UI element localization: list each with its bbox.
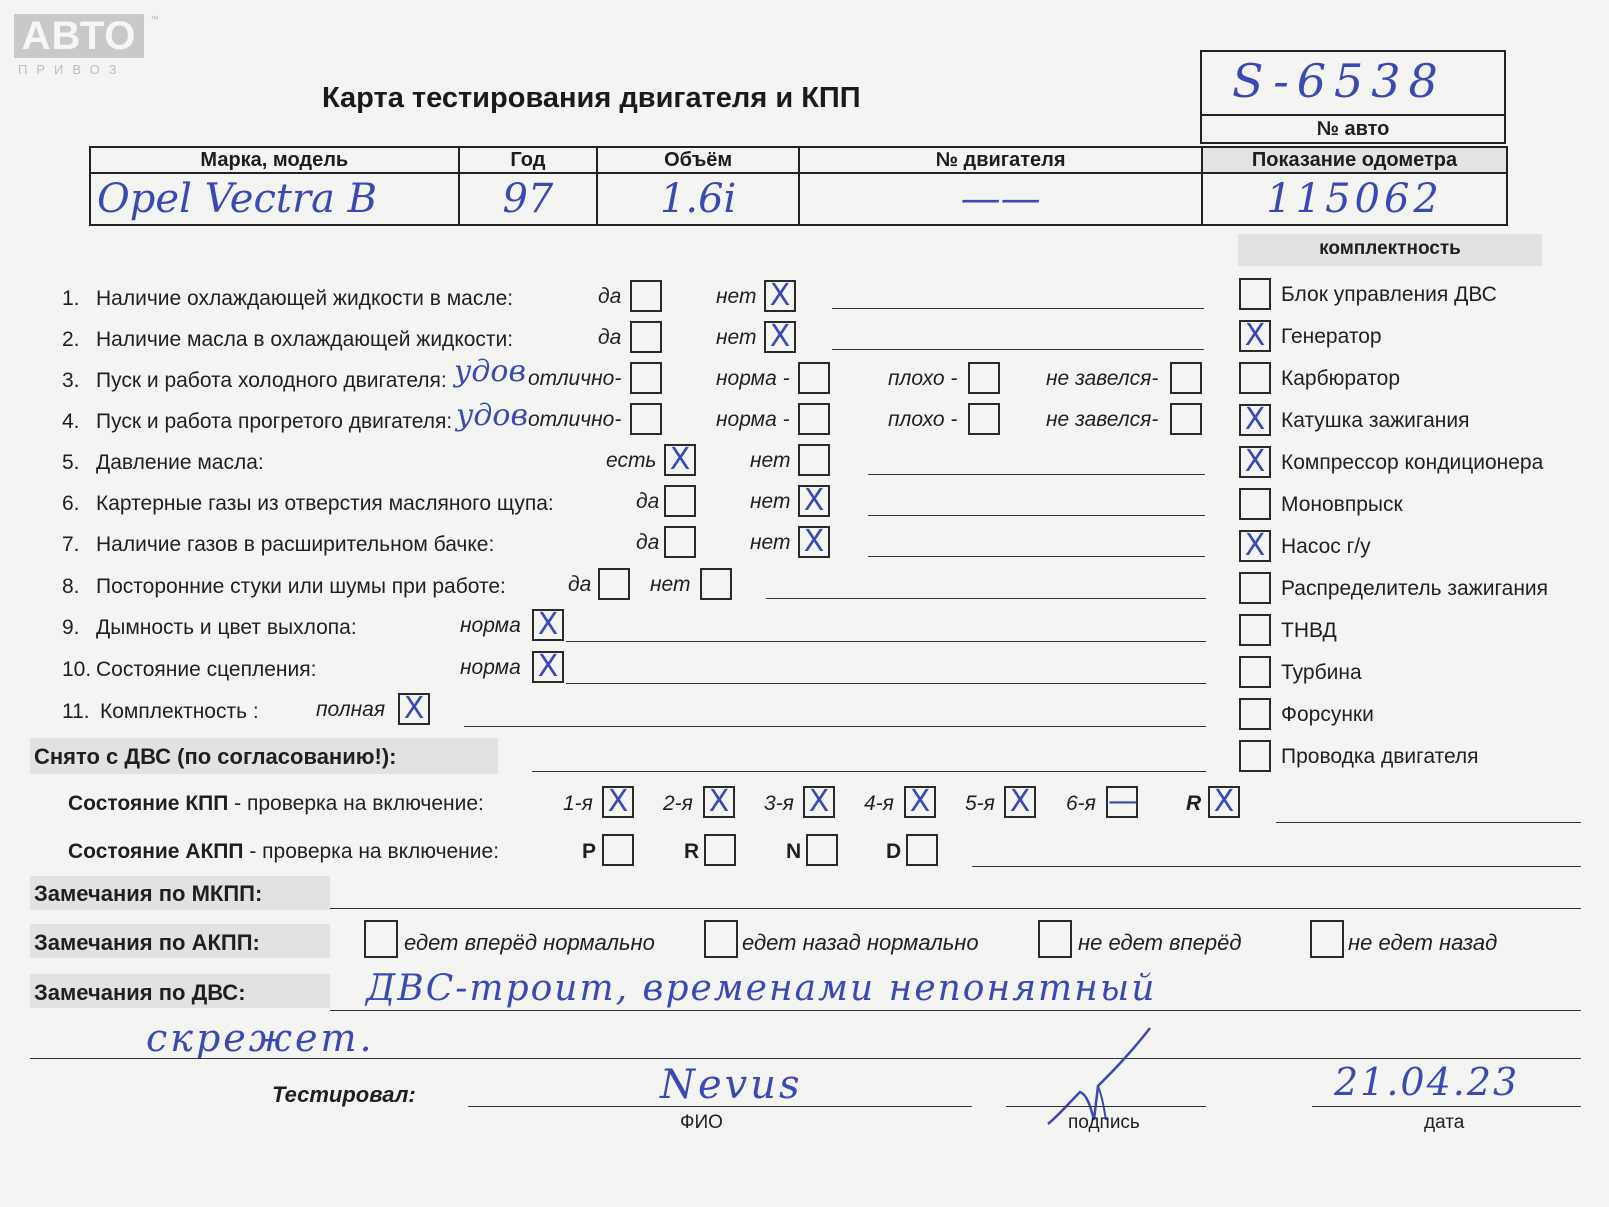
removed-label: Снято с ДВС (по согласованию!): (34, 744, 397, 769)
item-1-no-checkbox[interactable] (764, 280, 796, 312)
auto-number-value: S-6538 (1232, 54, 1446, 108)
kit-label-ps-pump: Насос г/у (1281, 535, 1371, 558)
kpp-label: Состояние КПП - проверка на включение: (68, 792, 484, 815)
item-10-number: 10. (62, 658, 92, 681)
kpp-gear-4-checkbox[interactable] (904, 786, 936, 818)
fio-label: ФИО (680, 1112, 723, 1133)
kit-title: комплектность (1319, 238, 1461, 259)
kpp-gear-6-label: 6-я (1066, 792, 1096, 815)
item-4-number: 4. (62, 410, 80, 433)
item-5-no-checkbox[interactable] (798, 444, 830, 476)
akpp-no-reverse-label: не едет назад (1348, 930, 1498, 955)
akpp-no-reverse-checkbox[interactable] (1310, 920, 1344, 958)
item-2-yes-label: да (598, 326, 622, 349)
item-2-no-checkbox[interactable] (764, 321, 796, 353)
item-8-yes-checkbox[interactable] (598, 568, 630, 600)
item-10-label: Состояние сцепления: (96, 658, 317, 681)
item-6-yes-label: да (636, 490, 660, 513)
check-mark: X (1213, 784, 1235, 819)
logo-tm: ™ (150, 14, 159, 24)
item-11-full-checkbox[interactable] (398, 693, 430, 725)
kit-label-carburetor: Карбюратор (1281, 367, 1401, 390)
item-3-no-start-checkbox[interactable] (1170, 362, 1202, 394)
value-make-model: Opel Vectra B (90, 173, 459, 225)
kit-label-engine-wiring: Проводка двигателя (1281, 745, 1479, 768)
item-1-note-line (832, 308, 1204, 309)
item-5-number: 5. (62, 451, 80, 474)
item-7-no-label: нет (750, 531, 791, 554)
kpp-gear-2-label: 2-я (663, 792, 693, 815)
check-mark: X (537, 649, 559, 684)
fio-line (468, 1106, 972, 1107)
akpp-mode-n-label: N (786, 840, 802, 863)
item-2-note-line (832, 349, 1204, 350)
check-mark: X (607, 784, 629, 819)
item-6-number: 6. (62, 492, 80, 515)
signature-line (1006, 1106, 1206, 1107)
item-3-excellent-checkbox[interactable] (630, 362, 662, 394)
kpp-gear-3-label: 3-я (764, 792, 794, 815)
check-mark: X (1244, 444, 1266, 479)
item-3-opt-normal: норма - (716, 367, 790, 390)
item-4-no-start-checkbox[interactable] (1170, 403, 1202, 435)
kit-checkbox-ecu[interactable] (1239, 278, 1271, 310)
value-volume: 1.6i (597, 173, 799, 225)
kit-checkbox-mono-injection[interactable] (1239, 488, 1271, 520)
tester-name: Nevus (660, 1062, 803, 1108)
check-mark: X (769, 278, 791, 313)
item-8-label: Посторонние стуки или шумы при работе: (96, 575, 506, 598)
item-4-opt-normal: норма - (716, 408, 790, 431)
item-9-label: Дымность и цвет выхлопа: (96, 616, 357, 639)
item-8-no-checkbox[interactable] (700, 568, 732, 600)
akpp-reverse-ok-checkbox[interactable] (704, 920, 738, 958)
kit-label-generator: Генератор (1281, 325, 1382, 348)
kit-label-ecu: Блок управления ДВС (1281, 283, 1497, 306)
kpp-gear-1-checkbox[interactable] (602, 786, 634, 818)
date-label: дата (1424, 1112, 1465, 1133)
logo-subtext: ПРИВОЗ (18, 62, 126, 77)
item-3-handwritten: удов (454, 354, 526, 389)
check-mark: X (808, 784, 830, 819)
akpp-label: Состояние АКПП - проверка на включение: (68, 840, 500, 863)
akpp-no-forward-checkbox[interactable] (1038, 920, 1072, 958)
page-title: Карта тестирования двигателя и КПП (322, 82, 861, 114)
item-8-no-label: нет (650, 573, 691, 596)
kit-checkbox-turbine[interactable] (1239, 656, 1271, 688)
item-11-number: 11. (62, 700, 90, 723)
item-11-full-label: полная (316, 698, 386, 721)
dvs-remarks-line-1 (330, 1010, 1581, 1011)
item-10-normal-label: норма (460, 656, 521, 679)
item-1-no-label: нет (716, 285, 757, 308)
item-9-note-line (566, 641, 1206, 642)
test-date-value: 21.04.23 (1334, 1060, 1520, 1104)
item-7-yes-label: да (636, 531, 660, 554)
item-7-number: 7. (62, 533, 80, 556)
item-2-no-label: нет (716, 326, 757, 349)
kit-label-ignition-coil: Катушка зажигания (1281, 409, 1470, 432)
item-6-yes-checkbox[interactable] (664, 485, 696, 517)
item-3-opt-excellent: отлично- (528, 367, 622, 390)
kpp-gear-r-checkbox[interactable] (1208, 786, 1240, 818)
check-mark: X (803, 483, 825, 518)
item-4-excellent-checkbox[interactable] (630, 403, 662, 435)
kpp-gear-r-label: R (1186, 792, 1202, 815)
vehicle-header-table (89, 146, 1508, 226)
item-1-number: 1. (62, 287, 80, 310)
kpp-gear-1-label: 1-я (563, 792, 593, 815)
kpp-gear-3-checkbox[interactable] (803, 786, 835, 818)
check-mark: X (708, 784, 730, 819)
akpp-mode-r-label: R (684, 840, 700, 863)
akpp-note-line (972, 866, 1581, 867)
kit-checkbox-injectors[interactable] (1239, 698, 1271, 730)
item-9-number: 9. (62, 616, 80, 639)
akpp-mode-d-checkbox[interactable] (906, 834, 938, 866)
akpp-reverse-ok-label: едет назад нормально (742, 930, 979, 955)
item-4-opt-bad: плохо - (888, 408, 958, 431)
dvs-remarks-text-1: ДВС-троит, временами непонятный (366, 968, 1157, 1009)
item-7-no-checkbox[interactable] (798, 526, 830, 558)
item-9-normal-checkbox[interactable] (532, 609, 564, 641)
col-volume: Объём (597, 147, 799, 173)
removed-note-line (532, 771, 1206, 772)
col-make-model: Марка, модель (90, 147, 459, 173)
dvs-remarks-label: Замечания по ДВС: (34, 980, 246, 1005)
kit-label-fuel-pump: ТНВД (1281, 619, 1337, 642)
kit-checkbox-engine-wiring[interactable] (1239, 740, 1271, 772)
mkpp-remarks-line (330, 908, 1581, 909)
item-8-note-line (766, 598, 1206, 599)
akpp-remarks-label: Замечания по АКПП: (34, 930, 260, 955)
value-engine-number: —— (799, 173, 1202, 225)
kit-checkbox-distributor[interactable] (1239, 572, 1271, 604)
kpp-note-line (1276, 822, 1581, 823)
item-5-note-line (868, 474, 1205, 475)
check-mark: X (537, 607, 559, 642)
item-1-yes-label: да (598, 285, 622, 308)
check-mark: X (403, 691, 425, 726)
item-1-yes-checkbox[interactable] (630, 280, 662, 312)
item-10-normal-checkbox[interactable] (532, 651, 564, 683)
item-2-number: 2. (62, 328, 80, 351)
item-6-label: Картерные газы из отверстия масляного щупа: (96, 492, 554, 515)
kit-label-turbine: Турбина (1281, 661, 1362, 684)
dvs-remarks-text-2: скрежет. (146, 1016, 375, 1060)
auto-number-label: № авто (1316, 118, 1390, 140)
akpp-forward-ok-label: едет вперёд нормально (404, 930, 655, 955)
kit-label-ac-compressor: Компрессор кондиционера (1281, 451, 1544, 474)
auto-number-box (1200, 50, 1506, 144)
kit-checkbox-fuel-pump[interactable] (1239, 614, 1271, 646)
check-mark: X (669, 442, 691, 477)
kit-checkbox-ignition-coil[interactable] (1239, 404, 1271, 436)
item-2-yes-checkbox[interactable] (630, 321, 662, 353)
item-11-note-line (464, 726, 1206, 727)
kit-checkbox-ps-pump[interactable] (1239, 530, 1271, 562)
item-8-number: 8. (62, 575, 80, 598)
item-4-bad-checkbox[interactable] (968, 403, 1000, 435)
kit-label-injectors: Форсунки (1281, 703, 1374, 726)
kpp-gear-6-checkbox[interactable] (1106, 786, 1138, 818)
item-4-label: Пуск и работа прогретого двигателя: (96, 410, 453, 433)
item-4-opt-excellent: отлично- (528, 408, 622, 431)
item-6-no-checkbox[interactable] (798, 485, 830, 517)
item-7-label: Наличие газов в расширительном бачке: (96, 533, 495, 556)
check-mark: X (1244, 528, 1266, 563)
item-10-note-line (566, 683, 1206, 684)
avtoprivoz-logo (14, 14, 159, 78)
value-odometer: 115062 (1202, 173, 1507, 225)
kit-checkbox-generator[interactable] (1239, 320, 1271, 352)
item-9-normal-label: норма (460, 614, 521, 637)
logo-text: АВТО (14, 14, 144, 58)
check-mark: X (1244, 318, 1266, 353)
akpp-mode-r-checkbox[interactable] (704, 834, 736, 866)
item-7-note-line (868, 556, 1205, 557)
check-mark: X (769, 319, 791, 354)
kpp-gear-2-checkbox[interactable] (703, 786, 735, 818)
item-4-handwritten: удов (456, 398, 528, 433)
check-mark: X (909, 784, 931, 819)
date-line (1312, 1106, 1581, 1107)
item-3-number: 3. (62, 369, 80, 392)
item-6-note-line (868, 515, 1205, 516)
item-3-opt-bad: плохо - (888, 367, 958, 390)
kpp-gear-4-label: 4-я (864, 792, 894, 815)
kit-label-mono-injection: Моновпрыск (1281, 493, 1403, 516)
item-3-bad-checkbox[interactable] (968, 362, 1000, 394)
col-year: Год (459, 147, 598, 173)
dvs-remarks-line-2 (30, 1058, 1581, 1059)
item-1-label: Наличие охлаждающей жидкости в масле: (96, 287, 514, 310)
kit-checkbox-ac-compressor[interactable] (1239, 446, 1271, 478)
item-3-opt-no-start: не завелся- (1046, 367, 1159, 390)
item-4-normal-checkbox[interactable] (798, 403, 830, 435)
item-5-no-label: нет (750, 449, 791, 472)
akpp-no-forward-label: не едет вперёд (1078, 930, 1242, 955)
akpp-forward-ok-checkbox[interactable] (364, 920, 398, 958)
kpp-gear-5-label: 5-я (965, 792, 995, 815)
item-5-yes-label: есть (606, 449, 657, 472)
kpp-gear-5-checkbox[interactable] (1004, 786, 1036, 818)
check-mark: X (1244, 402, 1266, 437)
check-mark: X (803, 524, 825, 559)
akpp-mode-p-checkbox[interactable] (602, 834, 634, 866)
kit-label-distributor: Распределитель зажигания (1281, 577, 1549, 600)
mkpp-remarks-label: Замечания по МКПП: (34, 881, 263, 906)
item-5-yes-checkbox[interactable] (664, 444, 696, 476)
col-odometer: Показание одометра (1202, 147, 1507, 173)
dash-mark: — (1108, 784, 1138, 819)
check-mark: X (1009, 784, 1031, 819)
item-11-label: Комплектность : (100, 700, 259, 723)
signature-label: подпись (1068, 1112, 1140, 1133)
value-year: 97 (459, 173, 598, 225)
item-4-opt-no-start: не завелся- (1046, 408, 1159, 431)
kit-checkbox-carburetor[interactable] (1239, 362, 1271, 394)
item-8-yes-label: да (568, 573, 592, 596)
tested-by-label: Тестировал: (272, 1082, 416, 1107)
item-7-yes-checkbox[interactable] (664, 526, 696, 558)
akpp-mode-d-label: D (886, 840, 902, 863)
item-3-normal-checkbox[interactable] (798, 362, 830, 394)
col-engine-number: № двигателя (799, 147, 1202, 173)
akpp-mode-p-label: P (582, 840, 597, 863)
item-2-label: Наличие масла в охлаждающей жидкости: (96, 328, 514, 351)
item-6-no-label: нет (750, 490, 791, 513)
item-3-label: Пуск и работа холодного двигателя: (96, 369, 447, 392)
item-5-label: Давление масла: (96, 451, 264, 474)
akpp-mode-n-checkbox[interactable] (806, 834, 838, 866)
